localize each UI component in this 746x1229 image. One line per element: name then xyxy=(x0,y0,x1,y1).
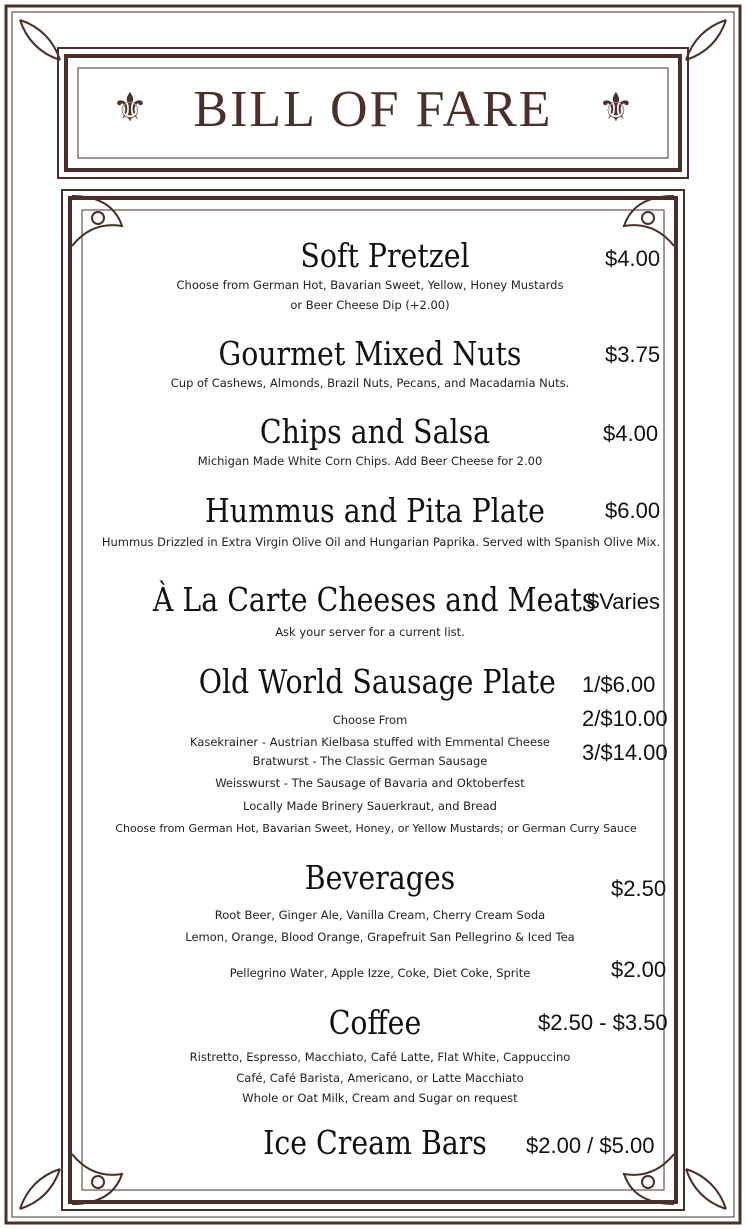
item-name: À La Carte Cheeses and Meats xyxy=(152,580,597,619)
item-description: Michigan Made White Corn Chips. Add Beer Cheese for 2.00 xyxy=(197,454,543,468)
item-description: Café, Café Barista, Americano, or Latte Macchiato xyxy=(236,1071,524,1085)
item-name: Chips and Salsa xyxy=(259,412,491,451)
item-name: Ice Cream Bars xyxy=(263,1123,487,1162)
item-description: Ask your server for a current list. xyxy=(275,625,465,639)
item-name: Gourmet Mixed Nuts xyxy=(218,334,522,373)
item-price: $2.00 / $5.00 xyxy=(526,1133,655,1158)
item-description: Choose from German Hot, Bavarian Sweet, Yellow, Honey Mustards xyxy=(176,278,564,292)
item-sub-description: Pellegrino Water, Apple Izze, Coke, Diet Coke, Sprite xyxy=(229,966,531,980)
item-description: Cup of Cashews, Almonds, Brazil Nuts, Pecans, and Macadamia Nuts. xyxy=(170,376,570,390)
fleur-de-lis-icon: ⚜ xyxy=(112,85,148,131)
item-price-single: 1/$6.00 xyxy=(582,672,656,697)
item-name: Soft Pretzel xyxy=(300,236,470,275)
item-price: $2.50 - $3.50 xyxy=(538,1010,668,1035)
item-description: Weisswurst - The Sausage of Bavaria and Oktoberfest xyxy=(215,776,525,790)
item-description: Root Beer, Ginger Ale, Vanilla Cream, Cherry Cream Soda xyxy=(214,908,546,922)
item-price-double: 2/$10.00 xyxy=(582,706,668,731)
item-price: $6.00 xyxy=(605,498,661,523)
item-description: Whole or Oat Milk, Cream and Sugar on request xyxy=(242,1091,518,1105)
item-description: Lemon, Orange, Blood Orange, Grapefruit San Pellegrino & Iced Tea xyxy=(185,930,575,944)
menu-title: BILL OF FARE xyxy=(193,81,553,138)
item-description: Choose from German Hot, Bavarian Sweet, Honey, or Yellow Mustards; or German Curry Sauce xyxy=(115,822,637,835)
item-price: $3.75 xyxy=(605,342,661,367)
item-description: Locally Made Brinery Sauerkraut, and Bread xyxy=(243,799,497,813)
item-name: Coffee xyxy=(328,1003,422,1042)
item-name: Hummus and Pita Plate xyxy=(205,491,545,530)
item-price: $Varies xyxy=(587,589,660,614)
item-price: $4.00 xyxy=(603,421,659,446)
item-price: $2.50 xyxy=(611,876,667,901)
item-name: Old World Sausage Plate xyxy=(198,662,556,701)
item-description: Bratwurst - The Classic German Sausage xyxy=(252,754,488,768)
item-description: Hummus Drizzled in Extra Virgin Olive Oil and Hungarian Paprika. Served with Spanish Olive Mix. xyxy=(101,535,661,549)
item-description: Choose From xyxy=(332,713,408,727)
item-sub-price: $2.00 xyxy=(611,957,667,982)
item-description: or Beer Cheese Dip (+2.00) xyxy=(290,298,450,312)
item-name: Beverages xyxy=(304,858,456,897)
item-description: Kasekrainer - Austrian Kielbasa stuffed with Emmental Cheese xyxy=(189,735,551,749)
item-price-triple: 3/$14.00 xyxy=(582,740,668,765)
fleur-de-lis-icon: ⚜ xyxy=(598,85,634,131)
item-description: Ristretto, Espresso, Macchiato, Café Latte, Flat White, Cappuccino xyxy=(189,1050,571,1064)
item-price: $4.00 xyxy=(605,246,661,271)
